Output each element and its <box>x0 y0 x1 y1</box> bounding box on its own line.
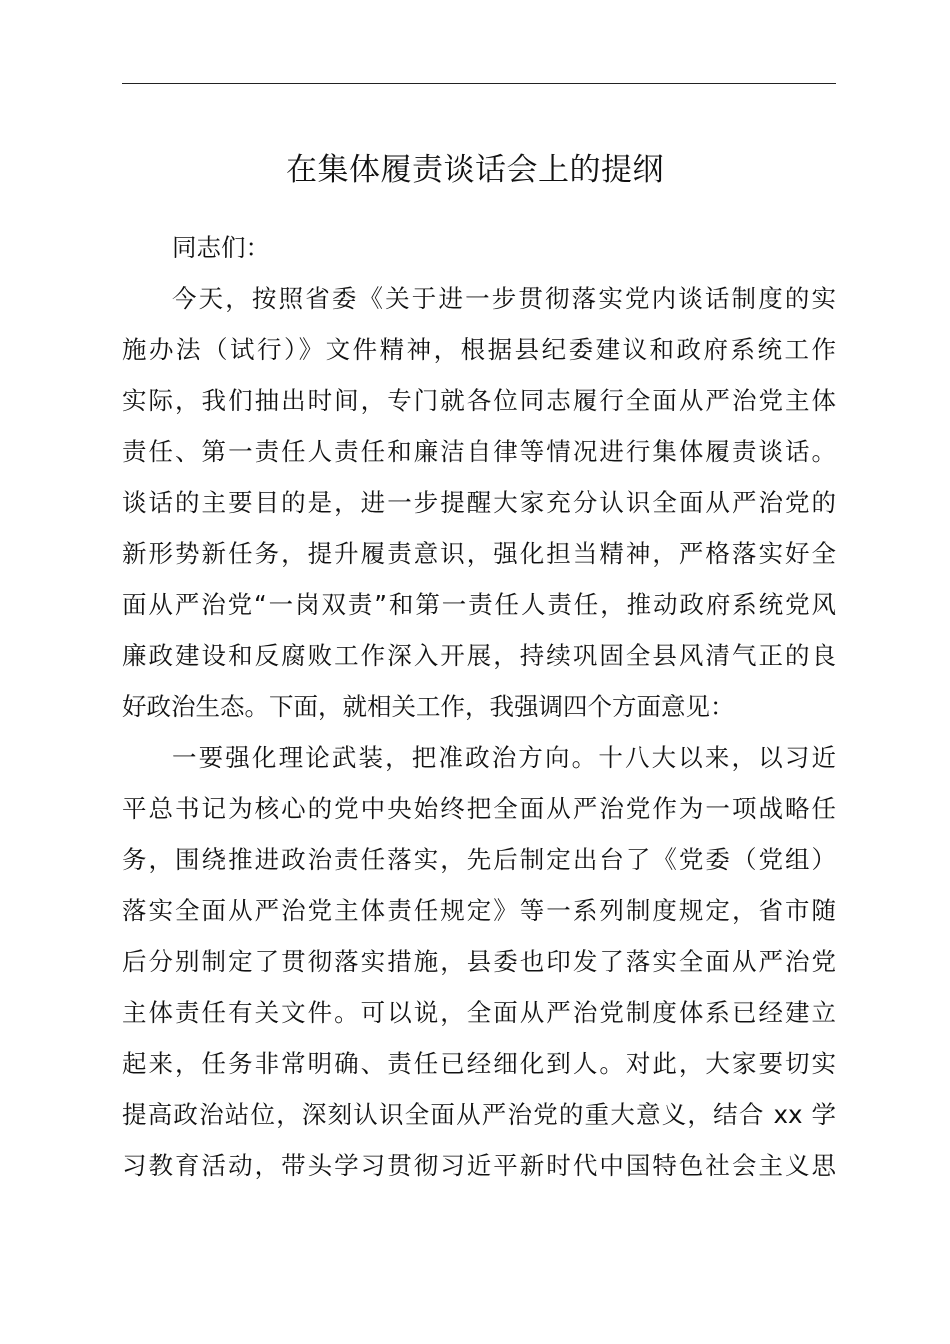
paragraph-line: 落实全面从严治党主体责任规定》等一系列制度规定，省市随 <box>122 896 836 925</box>
paragraph-line: 实际，我们抽出时间，专门就各位同志履行全面从严治党主体 <box>122 386 836 415</box>
header-rule <box>122 83 836 84</box>
paragraph-line: 今天，按照省委《关于进一步贯彻落实党内谈话制度的实 <box>172 284 836 313</box>
paragraph-line: 习教育活动，带头学习贯彻习近平新时代中国特色社会主义思 <box>122 1151 836 1180</box>
paragraph-line: 后分别制定了贯彻落实措施，县委也印发了落实全面从严治党 <box>122 947 836 976</box>
salutation: 同志们： <box>172 233 270 262</box>
paragraph-line: 责任、第一责任人责任和廉洁自律等情况进行集体履责谈话。 <box>122 437 836 466</box>
paragraph-line: 新形势新任务，提升履责意识，强化担当精神，严格落实好全 <box>122 539 836 568</box>
document-title: 在集体履责谈话会上的提纲 <box>286 152 664 188</box>
paragraph-line: 主体责任有关文件。可以说，全面从严治党制度体系已经建立 <box>122 998 836 1027</box>
paragraph-line: 务，围绕推进政治责任落实，先后制定出台了《党委（党组） <box>122 845 836 874</box>
paragraph-line: 平总书记为核心的党中央始终把全面从严治党作为一项战略任 <box>122 794 836 823</box>
paragraph-line: 廉政建设和反腐败工作深入开展，持续巩固全县风清气正的良 <box>122 641 836 670</box>
document-body <box>122 222 836 1191</box>
paragraph-line: 面从严治党“一岗双责”和第一责任人责任，推动政府系统党风 <box>122 590 836 619</box>
paragraph-line: 一要强化理论武装，把准政治方向。十八大以来，以习近 <box>172 743 836 772</box>
paragraph-line: 好政治生态。下面，就相关工作，我强调四个方面意见： <box>122 692 735 721</box>
paragraph-line: 谈话的主要目的是，进一步提醒大家充分认识全面从严治党的 <box>122 488 836 517</box>
paragraph-line: 提高政治站位，深刻认识全面从严治党的重大意义，结合 xx 学 <box>122 1100 836 1129</box>
paragraph-line: 施办法（试行）》文件精神，根据县纪委建议和政府系统工作 <box>122 335 836 364</box>
paragraph-line: 起来，任务非常明确、责任已经细化到人。对此，大家要切实 <box>122 1049 836 1078</box>
